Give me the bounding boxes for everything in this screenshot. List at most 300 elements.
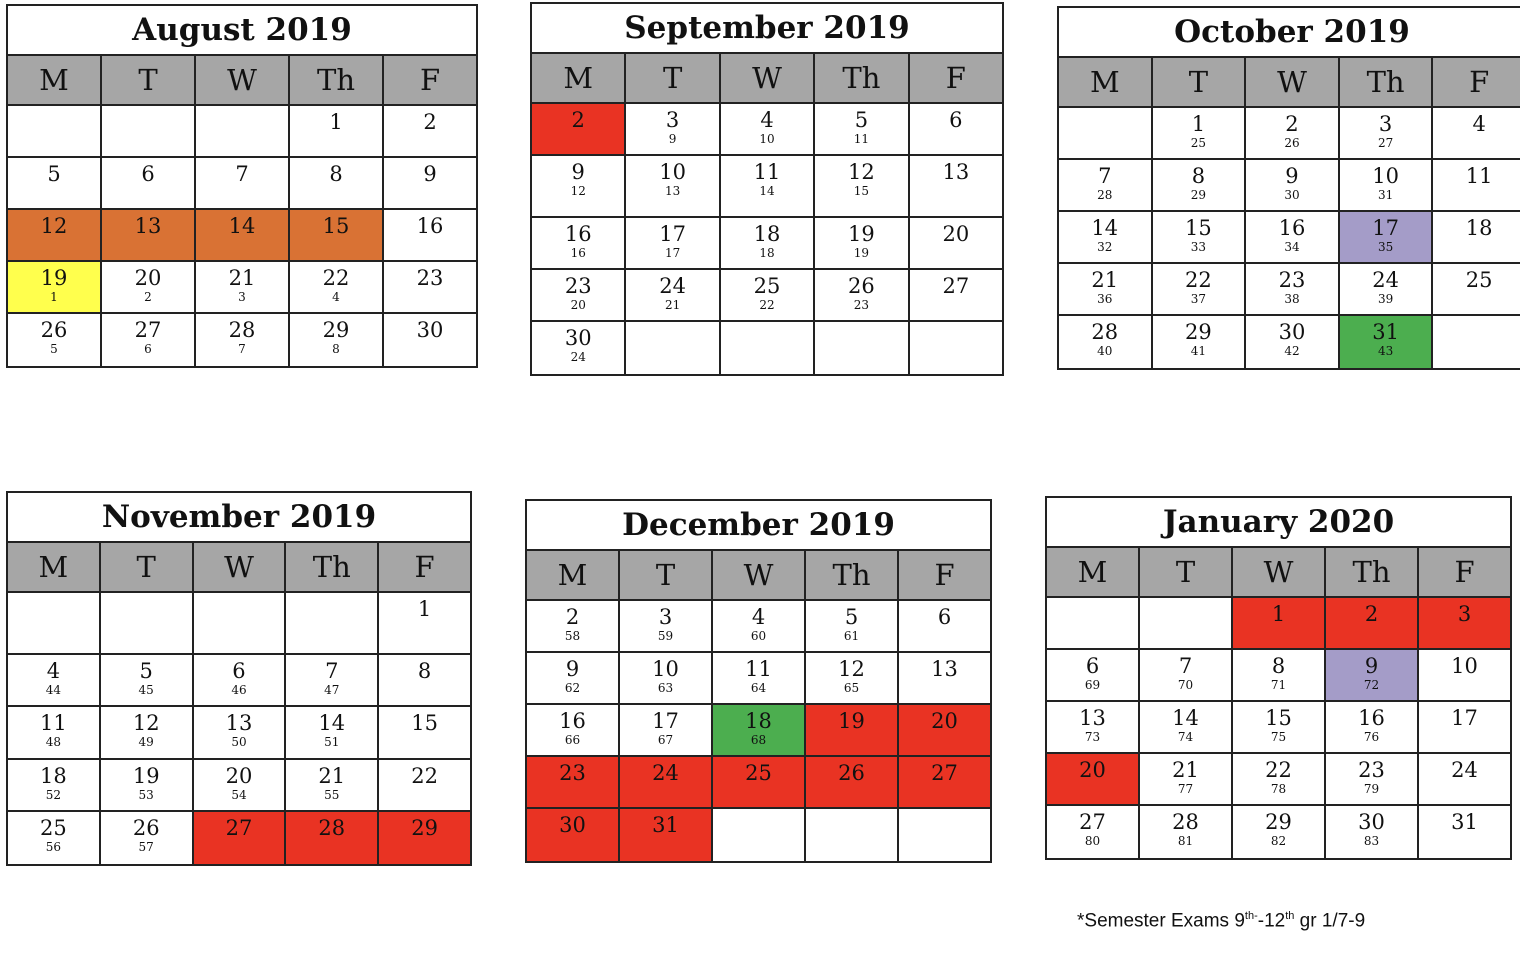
school-day-count: 78 — [1270, 782, 1287, 796]
day-number: 19 — [848, 222, 875, 246]
day-cell — [196, 314, 290, 366]
day-number: 7 — [325, 659, 339, 683]
school-day-count: 27 — [1377, 136, 1394, 150]
day-number: 21 — [228, 266, 256, 290]
weekday-label: T — [1140, 548, 1233, 596]
weekday-label: T — [102, 56, 196, 104]
weekday-label: T — [626, 54, 720, 102]
empty-day-cell — [713, 809, 806, 861]
day-cell — [1326, 702, 1419, 752]
empty-day-cell — [194, 593, 287, 653]
weekday-label: M — [1047, 548, 1140, 596]
weekday-label: T — [620, 551, 713, 599]
day-cell — [721, 270, 815, 320]
day-cell — [1419, 598, 1510, 648]
weekday-label: W — [196, 56, 290, 104]
week-row — [1059, 264, 1520, 316]
day-number: 1 — [417, 597, 432, 621]
day-number: 23 — [564, 274, 592, 298]
school-day-count: 66 — [564, 733, 581, 747]
empty-day-cell — [8, 593, 101, 653]
day-number: 22 — [411, 764, 438, 788]
day-number: 15 — [1185, 216, 1212, 240]
school-day-count: 35 — [1377, 240, 1394, 254]
school-day-count: 7 — [238, 342, 246, 356]
day-cell — [527, 653, 620, 703]
day-number: 30 — [564, 326, 592, 350]
school-day-count: 1 — [50, 290, 58, 304]
day-cell — [196, 262, 290, 312]
day-cell — [1233, 650, 1326, 700]
empty-day-cell — [1140, 598, 1233, 648]
day-cell — [8, 158, 102, 208]
day-number: 17 — [659, 222, 686, 246]
day-cell — [286, 707, 379, 758]
day-cell — [620, 757, 713, 807]
day-number: 2 — [565, 605, 580, 629]
day-number: 5 — [139, 659, 153, 683]
day-cell — [379, 655, 470, 705]
school-day-count: 21 — [664, 298, 681, 312]
day-cell — [626, 270, 720, 320]
empty-day-cell — [815, 322, 909, 374]
day-cell — [815, 218, 909, 268]
day-cell — [1059, 160, 1153, 210]
school-day-count: 72 — [1363, 678, 1380, 692]
week-row — [8, 760, 470, 812]
school-day-count: 75 — [1270, 730, 1287, 744]
school-day-count: 82 — [1270, 834, 1287, 848]
day-number: 16 — [1278, 216, 1306, 240]
day-cell — [290, 262, 384, 312]
school-day-count: 81 — [1177, 834, 1194, 848]
day-cell — [1059, 212, 1153, 262]
school-day-count: 39 — [1377, 292, 1394, 306]
school-day-count: 73 — [1084, 730, 1101, 744]
day-number: 31 — [652, 813, 679, 837]
weekday-label: F — [1469, 65, 1490, 99]
day-number: 5 — [47, 162, 61, 186]
school-day-count: 64 — [750, 681, 767, 695]
day-cell — [196, 158, 290, 208]
day-cell — [721, 218, 815, 268]
school-day-count: 56 — [45, 840, 62, 854]
day-cell — [1419, 702, 1510, 752]
day-number: 10 — [1372, 164, 1399, 188]
day-number: 22 — [1265, 758, 1292, 782]
day-cell — [626, 218, 720, 268]
day-number: 4 — [760, 108, 774, 132]
school-day-count: 48 — [45, 735, 62, 749]
weekday-header-row — [8, 56, 476, 106]
day-cell — [379, 760, 470, 810]
empty-day-cell — [196, 106, 290, 156]
weekday-header-row — [1059, 58, 1520, 108]
day-number: 4 — [1472, 112, 1486, 136]
empty-day-cell — [286, 593, 379, 653]
day-cell — [815, 270, 909, 320]
school-day-count: 67 — [657, 733, 674, 747]
school-day-count: 68 — [750, 733, 767, 747]
day-cell — [1340, 212, 1434, 262]
weekday-header-row — [527, 551, 990, 601]
day-number: 14 — [318, 711, 346, 735]
weekday-label: W — [1246, 58, 1340, 106]
day-cell — [1340, 264, 1434, 314]
school-day-count: 12 — [570, 184, 586, 198]
month-title: January 2020 — [1047, 498, 1510, 548]
day-cell — [899, 653, 990, 703]
month-title: December 2019 — [527, 501, 990, 551]
day-number: 4 — [46, 659, 61, 683]
day-number: 9 — [1364, 654, 1379, 678]
day-number: 2 — [423, 110, 437, 134]
day-cell — [815, 156, 909, 216]
school-day-count: 29 — [1190, 188, 1207, 202]
day-cell — [713, 601, 806, 651]
school-day-count: 47 — [324, 683, 340, 697]
week-row — [527, 757, 990, 809]
weekday-label: Th — [1340, 58, 1434, 106]
day-cell — [101, 812, 194, 864]
school-day-count: 34 — [1284, 240, 1300, 254]
day-cell — [620, 653, 713, 703]
day-number: 28 — [228, 318, 256, 342]
day-cell — [1419, 806, 1510, 858]
day-cell — [1246, 316, 1340, 368]
day-number: 28 — [318, 816, 346, 840]
weekday-label: M — [8, 56, 102, 104]
day-number: 7 — [1178, 654, 1193, 678]
day-cell — [8, 760, 101, 810]
school-day-count: 17 — [664, 246, 681, 260]
school-day-count: 31 — [1377, 188, 1394, 202]
week-row — [1059, 108, 1520, 160]
day-cell — [713, 653, 806, 703]
day-number: 19 — [838, 709, 865, 733]
school-day-count: 6 — [144, 342, 152, 356]
day-cell — [1433, 108, 1520, 158]
weekday-label: T — [1153, 58, 1247, 106]
day-number: 4 — [751, 605, 766, 629]
day-number: 27 — [225, 816, 253, 840]
school-day-count: 23 — [853, 298, 870, 312]
day-cell — [532, 156, 626, 216]
day-number: 16 — [559, 709, 586, 733]
day-number: 30 — [1278, 320, 1306, 344]
day-number: 27 — [1079, 810, 1106, 834]
week-row — [8, 593, 470, 655]
day-cell — [8, 655, 101, 705]
day-number: 8 — [1271, 654, 1286, 678]
day-number: 15 — [322, 214, 350, 238]
weekday-header-row — [1047, 548, 1510, 598]
weekday-label: F — [419, 63, 441, 97]
day-number: 8 — [417, 659, 432, 683]
day-cell — [532, 322, 626, 374]
empty-day-cell — [8, 106, 102, 156]
day-cell — [806, 757, 899, 807]
weekday-header-row — [8, 543, 470, 593]
day-number: 20 — [931, 709, 958, 733]
day-number: 16 — [564, 222, 592, 246]
day-cell — [1233, 806, 1326, 858]
day-number: 26 — [40, 318, 68, 342]
day-cell — [1340, 108, 1434, 158]
day-number: 20 — [1079, 758, 1106, 782]
school-day-count: 16 — [570, 246, 586, 260]
day-number: 30 — [1358, 810, 1385, 834]
empty-day-cell — [626, 322, 720, 374]
week-row — [8, 106, 476, 158]
day-cell — [532, 270, 626, 320]
school-day-count: 9 — [668, 132, 677, 146]
day-number: 31 — [1372, 320, 1399, 344]
month-calendar — [1057, 6, 1520, 370]
day-cell — [8, 812, 101, 864]
day-cell — [1419, 754, 1510, 804]
day-cell — [626, 156, 720, 216]
day-cell — [910, 156, 1002, 216]
day-cell — [1246, 160, 1340, 210]
school-day-count: 65 — [843, 681, 860, 695]
day-cell — [1153, 160, 1247, 210]
week-row — [532, 322, 1002, 374]
day-number: 6 — [949, 108, 963, 132]
week-row — [8, 158, 476, 210]
week-row — [8, 655, 470, 707]
day-number: 18 — [753, 222, 781, 246]
day-cell — [286, 812, 379, 864]
day-number: 24 — [1451, 758, 1478, 782]
day-cell — [102, 314, 196, 366]
day-number: 12 — [838, 657, 865, 681]
school-day-count: 14 — [759, 184, 775, 198]
day-number: 5 — [854, 108, 869, 132]
day-number: 18 — [745, 709, 772, 733]
day-number: 16 — [416, 214, 444, 238]
day-number: 10 — [652, 657, 679, 681]
day-number: 27 — [134, 318, 162, 342]
day-number: 5 — [844, 605, 859, 629]
day-cell — [290, 158, 384, 208]
day-cell — [910, 218, 1002, 268]
day-cell — [1340, 160, 1434, 210]
day-number: 26 — [132, 816, 160, 840]
month-calendar — [6, 491, 472, 866]
day-cell — [194, 707, 287, 758]
day-cell — [620, 601, 713, 651]
week-row — [1059, 160, 1520, 212]
school-day-count: 57 — [138, 840, 154, 854]
day-cell — [102, 262, 196, 312]
day-cell — [194, 760, 287, 810]
school-day-count: 40 — [1097, 344, 1113, 358]
week-row — [8, 707, 470, 760]
day-cell — [1326, 754, 1419, 804]
weekday-header-row — [532, 54, 1002, 104]
school-day-count: 55 — [324, 788, 340, 802]
week-row — [1059, 212, 1520, 264]
week-row — [1047, 806, 1510, 858]
weekday-label: Th — [815, 54, 909, 102]
day-cell — [101, 707, 194, 758]
day-number: 25 — [753, 274, 781, 298]
day-cell — [101, 760, 194, 810]
school-day-count: 32 — [1097, 240, 1113, 254]
day-cell — [379, 707, 470, 758]
day-cell — [1326, 598, 1419, 648]
school-day-count: 71 — [1270, 678, 1287, 692]
week-row — [527, 601, 990, 653]
week-row — [532, 104, 1002, 156]
week-row — [527, 809, 990, 861]
weekday-label: F — [934, 558, 955, 592]
day-number: 7 — [235, 162, 249, 186]
month-title: October 2019 — [1059, 8, 1520, 58]
weekday-label: F — [1454, 555, 1475, 589]
day-number: 6 — [937, 605, 952, 629]
day-cell — [626, 104, 720, 154]
school-day-count: 10 — [759, 132, 775, 146]
day-number: 22 — [322, 266, 350, 290]
day-cell — [1419, 650, 1510, 700]
school-day-count: 69 — [1084, 678, 1101, 692]
day-number: 15 — [1265, 706, 1292, 730]
day-cell — [1326, 806, 1419, 858]
day-cell — [1140, 806, 1233, 858]
school-day-count: 44 — [45, 683, 62, 697]
day-cell — [8, 314, 102, 366]
day-cell — [102, 158, 196, 208]
week-row — [1047, 598, 1510, 650]
empty-day-cell — [1059, 108, 1153, 158]
weekday-label: W — [713, 551, 806, 599]
school-day-count: 20 — [570, 298, 586, 312]
school-day-count: 28 — [1097, 188, 1113, 202]
day-cell — [1059, 264, 1153, 314]
day-cell — [1140, 754, 1233, 804]
week-row — [1059, 316, 1520, 368]
school-day-count: 19 — [853, 246, 870, 260]
school-day-count: 62 — [564, 681, 581, 695]
school-day-count: 45 — [138, 683, 154, 697]
month-calendar — [530, 2, 1004, 376]
day-number: 28 — [1172, 810, 1199, 834]
day-number: 29 — [1265, 810, 1292, 834]
day-number: 18 — [1465, 216, 1493, 240]
school-day-count: 70 — [1177, 678, 1194, 692]
day-number: 1 — [1271, 602, 1286, 626]
day-cell — [1233, 754, 1326, 804]
school-day-count: 61 — [843, 629, 860, 643]
empty-day-cell — [1047, 598, 1140, 648]
day-number: 6 — [1085, 654, 1100, 678]
school-day-count: 4 — [332, 290, 340, 304]
weekday-label: W — [194, 543, 287, 591]
school-day-count: 22 — [759, 298, 775, 312]
school-day-count: 18 — [759, 246, 775, 260]
day-number: 30 — [416, 318, 444, 342]
day-cell — [527, 809, 620, 861]
day-number: 29 — [322, 318, 350, 342]
weekday-label: Th — [290, 56, 384, 104]
day-number: 31 — [1451, 810, 1478, 834]
school-day-count: 60 — [750, 629, 767, 643]
week-row — [8, 210, 476, 262]
day-cell — [721, 104, 815, 154]
month-title: September 2019 — [532, 4, 1002, 54]
school-day-count: 5 — [50, 342, 58, 356]
day-cell — [384, 210, 476, 260]
day-number: 10 — [659, 160, 686, 184]
week-row — [1047, 650, 1510, 702]
day-cell — [1246, 108, 1340, 158]
day-number: 13 — [225, 711, 253, 735]
school-day-count: 38 — [1284, 292, 1300, 306]
day-cell — [713, 757, 806, 807]
day-cell — [1340, 316, 1434, 368]
empty-day-cell — [899, 809, 990, 861]
school-day-count: 54 — [231, 788, 247, 802]
day-number: 19 — [40, 266, 68, 290]
day-cell — [8, 210, 102, 260]
day-number: 12 — [40, 214, 68, 238]
day-number: 13 — [1079, 706, 1106, 730]
day-cell — [721, 156, 815, 216]
empty-day-cell — [1433, 316, 1520, 368]
day-cell — [1047, 754, 1140, 804]
week-row — [1047, 754, 1510, 806]
day-number: 13 — [942, 160, 970, 184]
day-number: 18 — [40, 764, 67, 788]
day-number: 30 — [559, 813, 586, 837]
day-number: 9 — [1285, 164, 1299, 188]
day-cell — [379, 593, 470, 653]
school-day-count: 13 — [664, 184, 681, 198]
day-number: 2 — [1364, 602, 1379, 626]
school-day-count: 74 — [1177, 730, 1194, 744]
day-cell — [899, 601, 990, 651]
day-number: 27 — [942, 274, 970, 298]
day-cell — [101, 655, 194, 705]
day-cell — [384, 106, 476, 156]
day-number: 16 — [1358, 706, 1385, 730]
day-cell — [379, 812, 470, 864]
day-number: 7 — [1098, 164, 1112, 188]
day-number: 6 — [232, 659, 246, 683]
day-cell — [806, 705, 899, 755]
weekday-label: Th — [286, 543, 379, 591]
school-day-count: 80 — [1084, 834, 1101, 848]
school-day-count: 76 — [1363, 730, 1380, 744]
day-number: 10 — [1451, 654, 1478, 678]
day-cell — [1140, 650, 1233, 700]
day-cell — [806, 601, 899, 651]
day-cell — [532, 218, 626, 268]
day-cell — [1153, 212, 1247, 262]
day-number: 26 — [848, 274, 875, 298]
empty-day-cell — [101, 593, 194, 653]
day-number: 25 — [1465, 268, 1493, 292]
day-cell — [1233, 702, 1326, 752]
day-number: 19 — [132, 764, 160, 788]
day-cell — [1246, 264, 1340, 314]
day-cell — [1153, 108, 1247, 158]
school-day-count: 50 — [231, 735, 247, 749]
day-number: 11 — [40, 711, 67, 735]
day-number: 22 — [1185, 268, 1212, 292]
